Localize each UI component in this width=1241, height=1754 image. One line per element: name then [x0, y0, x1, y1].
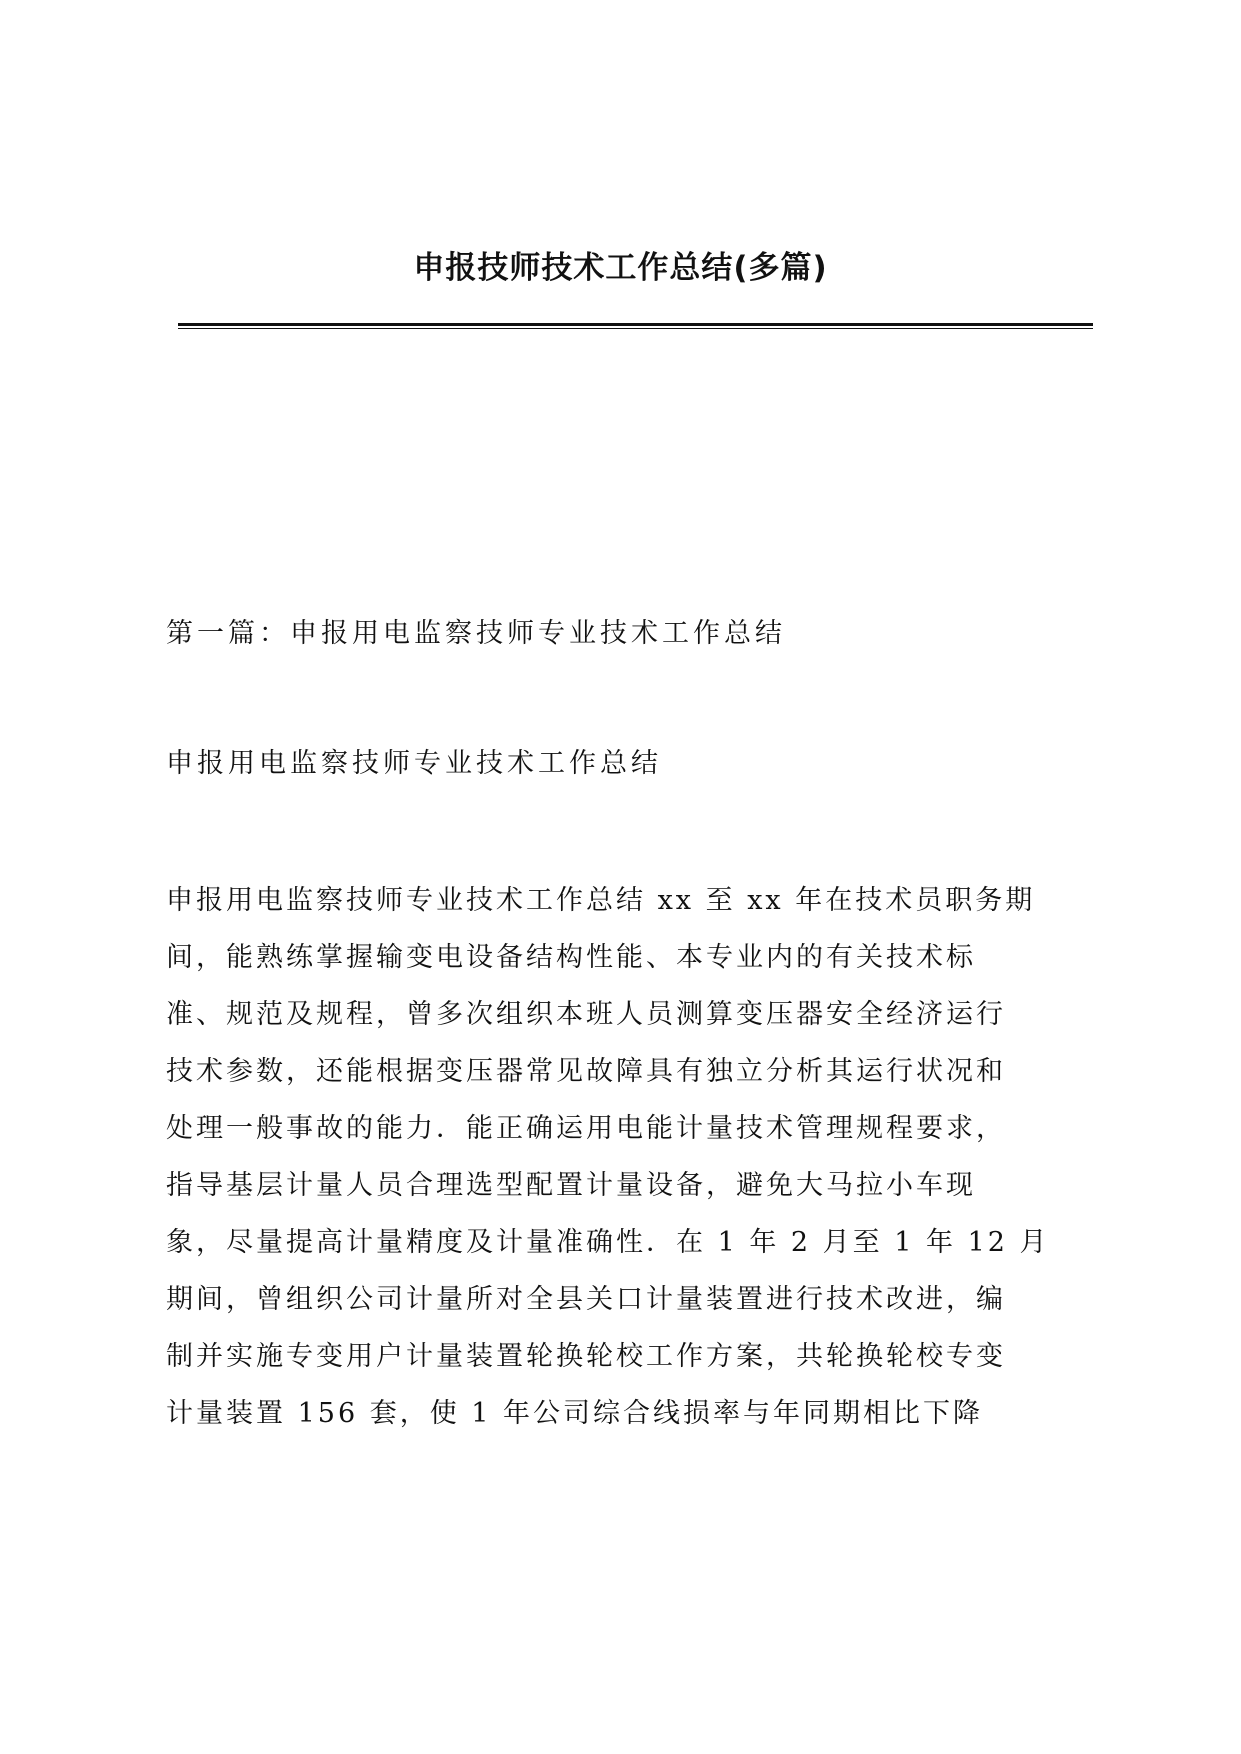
body-line: 间，能熟练掌握输变电设备结构性能、本专业内的有关技术标 [166, 942, 976, 973]
body-line: 申报用电监察技师专业技术工作总结 xx 至 xx 年在技术员职务期 [166, 885, 1036, 916]
title-double-rule [178, 323, 1093, 329]
body-line: 期间，曾组织公司计量所对全县关口计量装置进行技术改进，编 [166, 1284, 1006, 1315]
body-line: 指导基层计量人员合理选型配置计量设备，避免大马拉小车现 [166, 1170, 976, 1201]
section-heading: 第一篇：申报用电监察技师专业技术工作总结 [166, 618, 786, 649]
body-paragraph [166, 872, 1096, 1442]
body-line: 象，尽量提高计量精度及计量准确性．在 1 年 2 月至 1 年 12 月 [166, 1227, 1050, 1258]
body-line: 计量装置 156 套，使 1 年公司综合线损率与年同期相比下降 [166, 1398, 984, 1429]
body-line: 制并实施专变用户计量装置轮换轮校工作方案，共轮换轮校专变 [166, 1341, 1006, 1372]
body-line: 准、规范及规程，曾多次组织本班人员测算变压器安全经济运行 [166, 999, 1006, 1030]
body-line: 技术参数，还能根据变压器常见故障具有独立分析其运行状况和 [166, 1056, 1006, 1087]
document-title: 申报技师技术工作总结(多篇) [413, 250, 828, 286]
sub-heading: 申报用电监察技师专业技术工作总结 [166, 748, 662, 779]
body-line: 处理一般事故的能力．能正确运用电能计量技术管理规程要求， [166, 1113, 1006, 1144]
